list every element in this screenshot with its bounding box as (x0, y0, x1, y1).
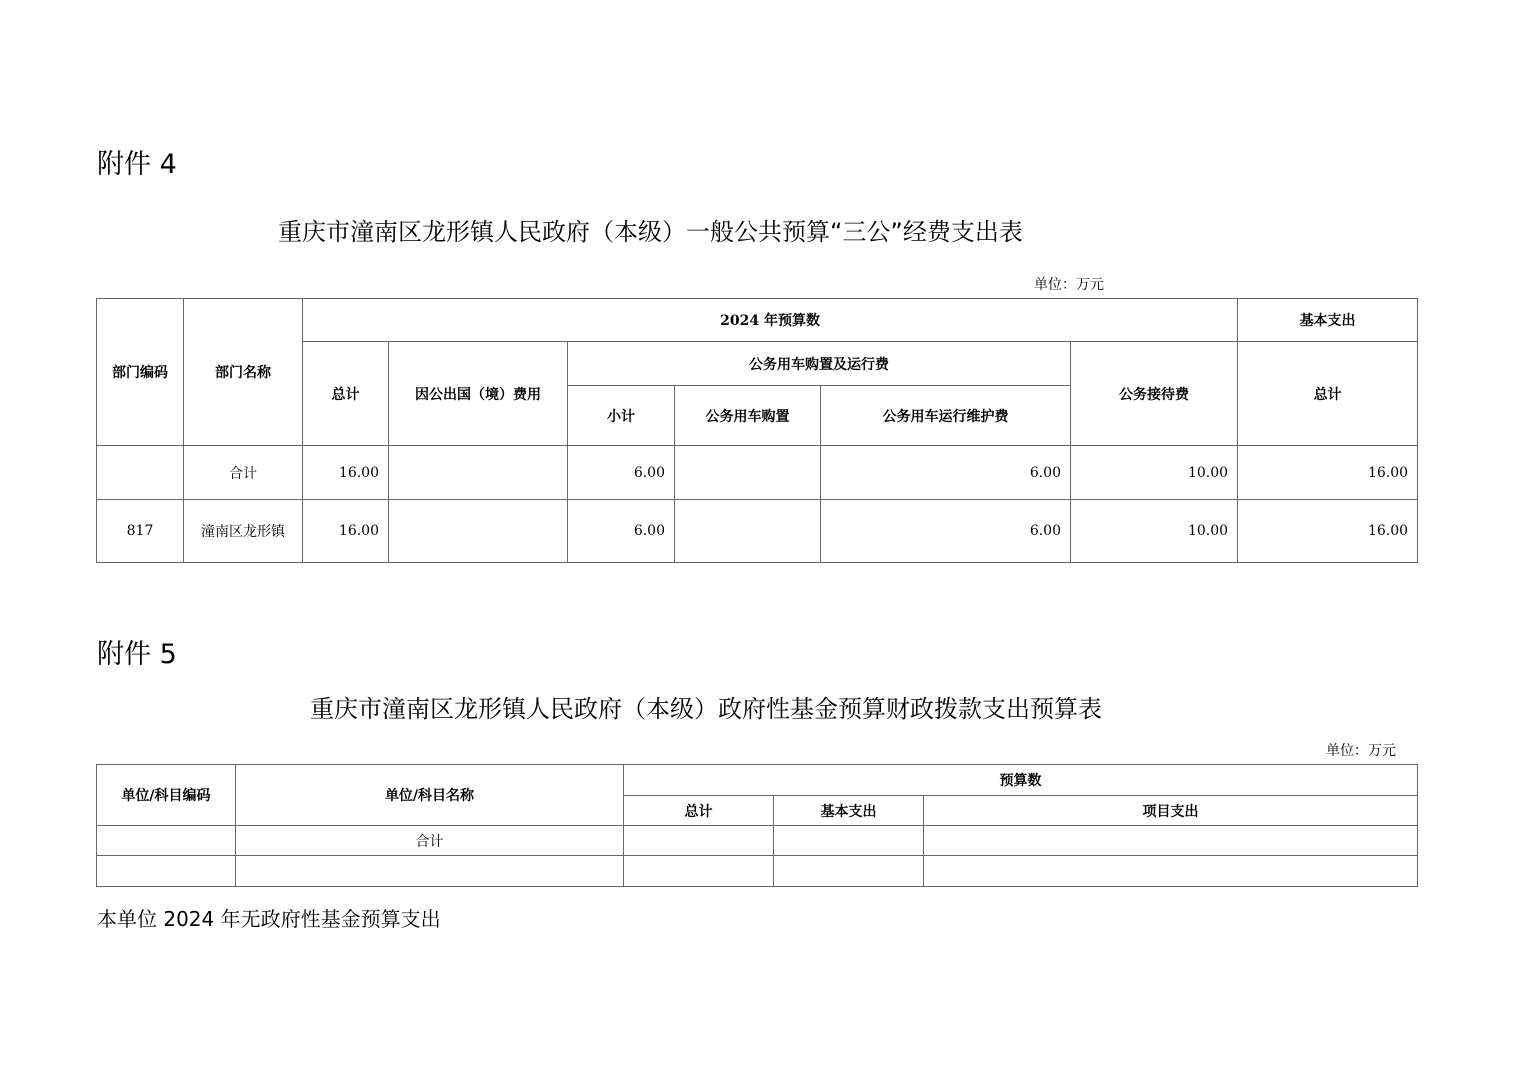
section4-unit: 单位：万元 (1034, 277, 1104, 293)
cell-operation: 6.00 (821, 446, 1071, 500)
section5-unit: 单位：万元 (1326, 743, 1396, 759)
cell-subtotal: 6.00 (568, 500, 675, 563)
header-subtotal: 小计 (568, 386, 675, 446)
header-budget-2024: 2024 年预算数 (303, 299, 1238, 342)
header-unit-code: 单位/科目编码 (97, 765, 236, 826)
header-basic: 基本支出 (774, 796, 924, 826)
header-dept-code: 部门编码 (97, 299, 184, 446)
header-vehicle-group: 公务用车购置及运行费 (568, 342, 1071, 386)
attachment-4-label: 附件 4 (97, 149, 177, 180)
cell-reception: 10.00 (1071, 500, 1238, 563)
cell-name: 合计 (236, 826, 624, 856)
cell-overseas (389, 446, 568, 500)
cell-total: 16.00 (303, 446, 389, 500)
three-public-expense-table (96, 298, 1418, 563)
header-basic-expenditure: 基本支出 (1238, 299, 1418, 342)
table-row (97, 856, 1418, 887)
cell-basic-total: 16.00 (1238, 446, 1418, 500)
cell-code (97, 826, 236, 856)
attachment-5-label: 附件 5 (97, 639, 177, 670)
cell-overseas (389, 500, 568, 563)
cell-total: 16.00 (303, 500, 389, 563)
header-budget: 预算数 (624, 765, 1418, 796)
cell-purchase (675, 446, 821, 500)
section4-title: 重庆市潼南区龙形镇人民政府（本级）一般公共预算“三公”经费支出表 (278, 218, 1023, 246)
header-vehicle-operation: 公务用车运行维护费 (821, 386, 1071, 446)
cell-basic (774, 856, 924, 887)
cell-project (924, 856, 1418, 887)
cell-total (624, 826, 774, 856)
cell-code: 817 (97, 500, 184, 563)
header-total: 总计 (624, 796, 774, 826)
header-reception: 公务接待费 (1071, 342, 1238, 446)
cell-name (236, 856, 624, 887)
section5-title: 重庆市潼南区龙形镇人民政府（本级）政府性基金预算财政拨款支出预算表 (310, 695, 1102, 723)
cell-project (924, 826, 1418, 856)
table-row (97, 446, 1418, 500)
cell-subtotal: 6.00 (568, 446, 675, 500)
cell-basic (774, 826, 924, 856)
header-unit-name: 单位/科目名称 (236, 765, 624, 826)
cell-name: 潼南区龙形镇 (184, 500, 303, 563)
cell-basic-total: 16.00 (1238, 500, 1418, 563)
header-vehicle-purchase: 公务用车购置 (675, 386, 821, 446)
header-dept-name: 部门名称 (184, 299, 303, 446)
header-total: 总计 (303, 342, 389, 446)
header-overseas: 因公出国（境）费用 (389, 342, 568, 446)
cell-total (624, 856, 774, 887)
table-row (97, 500, 1418, 563)
table-row (97, 826, 1418, 856)
gov-fund-budget-table (96, 764, 1418, 887)
cell-code (97, 446, 184, 500)
header-project: 项目支出 (924, 796, 1418, 826)
cell-purchase (675, 500, 821, 563)
header-basic-total: 总计 (1238, 342, 1418, 446)
cell-name: 合计 (184, 446, 303, 500)
no-fund-note: 本单位 2024 年无政府性基金预算支出 (97, 907, 441, 931)
cell-code (97, 856, 236, 887)
cell-reception: 10.00 (1071, 446, 1238, 500)
cell-operation: 6.00 (821, 500, 1071, 563)
